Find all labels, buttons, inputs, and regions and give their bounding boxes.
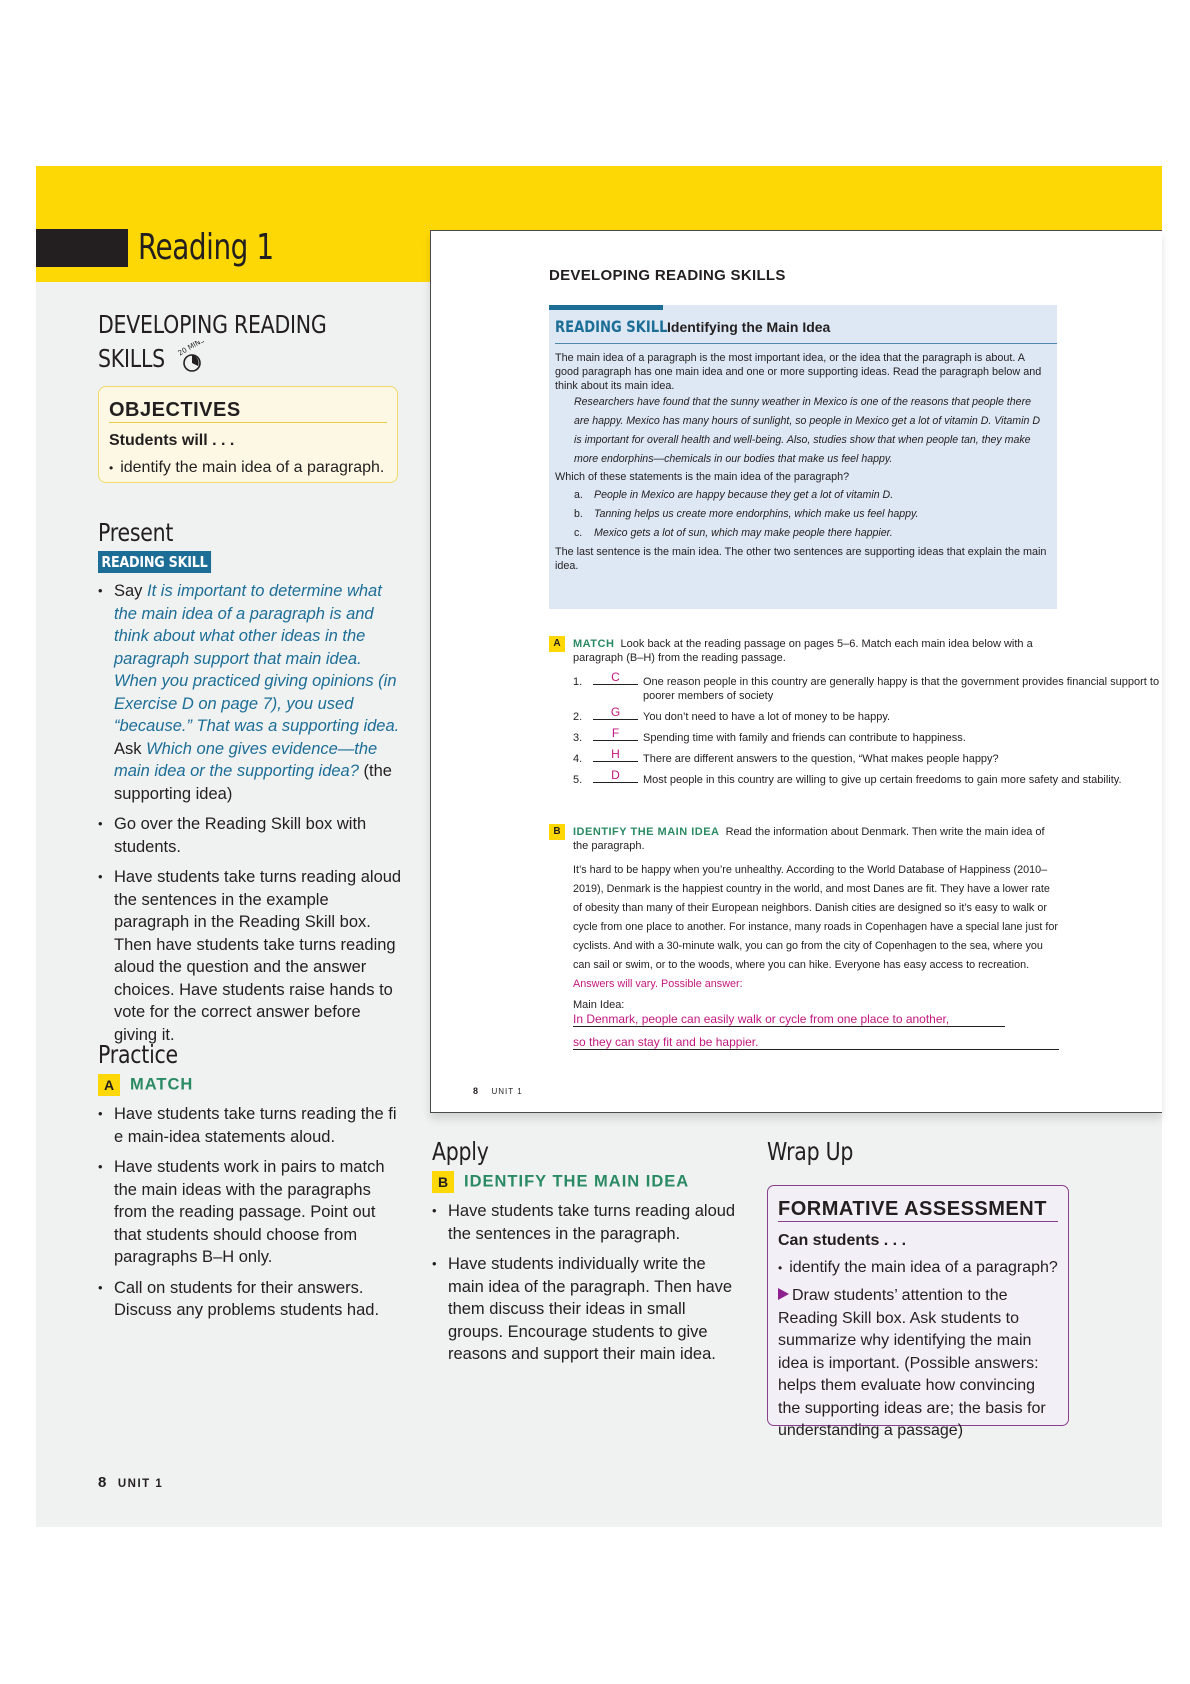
item-number: 2. xyxy=(573,711,583,723)
student-page-number xyxy=(473,1081,523,1099)
exercise-b xyxy=(549,825,1059,1050)
skill-option xyxy=(555,524,1049,543)
match-item xyxy=(573,670,1162,703)
answer-blank[interactable]: H xyxy=(593,747,638,762)
option-text: Tanning helps us create more endorphins, which make us feel happy. xyxy=(594,508,919,520)
reading-skill-badge: READING SKILL xyxy=(98,551,211,573)
objectives-box xyxy=(98,386,398,483)
apply-bullet: • Have students individually write the main idea of the paragraph. Then have them discuss their ideas in small groups. Encourage students to give reasons and support their main idea. xyxy=(432,1253,742,1366)
exercise-b-letter: B xyxy=(549,824,565,840)
option-text: People in Mexico are happy because they get a lot of vitamin D. xyxy=(594,489,894,501)
present-bullet: • Go over the Reading Skill box with students. xyxy=(98,813,404,858)
skill-box-label: READING SKILL xyxy=(555,317,668,336)
practice-title: Practice xyxy=(98,1040,178,1069)
title-bar-block xyxy=(36,229,128,267)
option-letter: c. xyxy=(574,527,583,539)
match-item xyxy=(573,726,1162,745)
assessment-body-text: Draw students’ attention to the Reading Skill box. Ask students to summarize why identifying the main idea is important. (Possible answers: helps them evaluate how convincing the supporting ideas are; the basis for understanding a passage) xyxy=(778,1287,1046,1439)
answer-blank[interactable]: F xyxy=(593,726,638,741)
item-number: 5. xyxy=(573,774,583,786)
skill-example-paragraph: Researchers have found that the sunny weather in Mexico is one of the reasons that people there are happy. Mexico has many hours of sunlight, so people in Mexico get a lot of vitamin D. Vitamin D is important for overall health and well-being. Also, studies show that when people tan, they make more endorphins—chemicals in our bodies that make us feel happy. xyxy=(574,396,1040,465)
option-text: Mexico gets a lot of sun, which may make people there happier. xyxy=(594,527,893,539)
item-number: 4. xyxy=(573,753,583,765)
activity-letter-badge: B xyxy=(432,1171,454,1193)
objective-text: identify the main idea of a paragraph. xyxy=(120,459,385,476)
student-book-page xyxy=(430,230,1162,1113)
exercise-a-title: MATCH xyxy=(573,638,615,650)
present-bullet xyxy=(98,580,404,805)
skill-conclusion: The last sentence is the main idea. The other two sentences are supporting ideas that explain the main idea. xyxy=(555,546,1047,572)
option-letter: b. xyxy=(574,508,583,520)
say-label: Say xyxy=(114,582,143,600)
skill-option xyxy=(555,505,1049,524)
skill-box-header xyxy=(555,317,1057,344)
match-item xyxy=(573,705,1162,724)
reading-skill-box xyxy=(549,305,1057,609)
practice-bullet: • Have students take turns reading the fi e main-idea statements aloud. xyxy=(98,1103,404,1148)
triangle-pointer-icon xyxy=(778,1288,789,1300)
skill-option xyxy=(555,486,1049,505)
item-text: There are different answers to the question, “What makes people happy? xyxy=(643,753,999,765)
practice-bullet: • Call on students for their answers. Discuss any problems students had. xyxy=(98,1277,404,1322)
section-title-line2: SKILLS xyxy=(98,343,165,373)
unit-title: Reading 1 xyxy=(138,227,274,268)
present-title: Present xyxy=(98,518,174,547)
wrap-up-title: Wrap Up xyxy=(767,1137,854,1166)
denmark-paragraph xyxy=(573,861,1059,994)
objective-item: • identify the main idea of a paragraph. xyxy=(109,459,385,476)
student-page-num: 8 xyxy=(473,1086,480,1096)
footer-unit: UNIT 1 xyxy=(117,1478,164,1490)
match-item xyxy=(573,768,1162,787)
main-idea-field xyxy=(573,998,1059,1027)
main-idea-answer-line1[interactable]: In Denmark, people can easily walk or cycle from one place to another, xyxy=(573,1012,1005,1027)
assessment-item-text: identify the main idea of a paragraph? xyxy=(789,1259,1058,1276)
footer-page-number: 8 xyxy=(98,1474,108,1491)
item-number: 3. xyxy=(573,732,583,744)
item-text: Spending time with family and friends can contribute to happiness. xyxy=(643,732,966,744)
item-text: One reason people in this country are generally happy is that the government provides financial support to poorer members of society xyxy=(643,676,1160,702)
wrap-up-section xyxy=(767,1135,872,1168)
activity-letter-badge: A xyxy=(98,1074,120,1096)
svg-text:20 MINS: 20 MINS xyxy=(176,341,206,358)
objectives-title: OBJECTIVES xyxy=(109,399,387,423)
practice-section xyxy=(98,1038,404,1330)
activity-title: MATCH xyxy=(130,1075,194,1094)
ask-label: Ask xyxy=(114,739,142,758)
apply-section xyxy=(432,1135,742,1374)
present-section xyxy=(98,516,404,1054)
skill-box-body xyxy=(555,351,1049,573)
exercise-b-instructions: Read the information about Denmark. Then write the main idea of the paragraph. xyxy=(573,826,1045,852)
answer-blank[interactable]: G xyxy=(593,705,638,720)
stopwatch-icon xyxy=(174,341,214,375)
exercise-b-title: IDENTIFY THE MAIN IDEA xyxy=(573,826,720,838)
answer-note: Answers will vary. Possible answer: xyxy=(573,978,743,990)
assessment-subtitle: Can students . . . xyxy=(778,1232,907,1249)
exercise-a-instructions: Look back at the reading passage on pages 5–6. Match each main idea below with a paragraph (B–H) from the reading passage. xyxy=(573,638,1033,664)
option-letter: a. xyxy=(574,489,583,501)
skill-intro: The main idea of a paragraph is the most important idea, or the idea that the paragraph is about. A good paragraph has one main idea and one or more supporting ideas. Read the paragraph below and think about its main idea. xyxy=(555,352,1042,392)
assessment-item: • identify the main idea of a paragraph? xyxy=(778,1259,1058,1276)
main-idea-field-continued xyxy=(573,1035,1059,1050)
objectives-subtitle: Students will . . . xyxy=(109,432,235,449)
apply-title: Apply xyxy=(432,1137,489,1166)
skill-box-accent-bar xyxy=(549,305,663,310)
formative-assessment-box xyxy=(767,1185,1069,1439)
main-idea-answer-line2[interactable]: so they can stay fit and be happier. xyxy=(573,1035,1059,1050)
skill-question: Which of these statements is the main idea of the paragraph? xyxy=(555,471,850,483)
answer-text: (the supporting idea) xyxy=(114,762,392,803)
page-footer xyxy=(98,1474,163,1491)
present-bullet: • Have students take turns reading aloud the sentences in the example paragraph in the Reading Skill box. Then have students take turns reading aloud the question and the answer choices. Have students raise hands to vote for the correct answer before giving it. xyxy=(98,866,404,1046)
section-title xyxy=(98,308,398,375)
student-page-unit: UNIT 1 xyxy=(491,1087,523,1096)
assessment-body xyxy=(778,1285,1060,1443)
exercise-a xyxy=(549,637,1162,787)
say-text: It is important to determine what the main idea of a paragraph is and think about what other ideas in the paragraph support that main idea. When you practiced giving opinions (in Exercise D on page 7), you used “because.” That was a supporting idea. xyxy=(114,582,400,735)
assessment-title: FORMATIVE ASSESSMENT xyxy=(778,1197,1058,1222)
item-text: You don’t need to have a lot of money to be happy. xyxy=(643,711,891,723)
item-number: 1. xyxy=(573,676,583,688)
ask-text: Which one gives evidence—the main idea or the supporting idea? xyxy=(114,739,378,780)
item-text: Most people in this country are willing to give up certain freedoms to gain more safety and stability. xyxy=(643,774,1122,786)
main-idea-label: Main Idea: xyxy=(573,999,625,1011)
student-page-heading: DEVELOPING READING SKILLS xyxy=(549,267,786,284)
apply-bullet: • Have students take turns reading aloud the sentences in the paragraph. xyxy=(432,1200,742,1245)
paragraph-text: It’s hard to be happy when you’re unhealthy. According to the World Database of Happiness (2010–2019), Denmark is the happiest country in the world, and most Danes are fit. They have a lower rate of obesity than many of their European neighbors. Danish cities are designed so it’s easy to walk or cycle from one place to another. For instance, many roads in Copenhagen have a special lane just for cyclists. And with a 30-minute walk, you can go from the city of Copenhagen to the sea, where you can sail or swim, or to the woods, where you can hike. Everyone has easy access to recreation. xyxy=(573,864,1058,971)
exercise-a-letter: A xyxy=(549,636,565,652)
answer-blank[interactable]: C xyxy=(593,670,638,685)
section-title-line1: DEVELOPING READING xyxy=(98,310,327,339)
activity-title: IDENTIFY THE MAIN IDEA xyxy=(464,1172,690,1191)
practice-bullet: • Have students work in pairs to match the main ideas with the paragraphs from the reading passage. Point out that students should choose from paragraphs B–H only. xyxy=(98,1156,404,1269)
skill-box-title: Identifying the Main Idea xyxy=(667,319,831,335)
answer-blank[interactable]: D xyxy=(593,768,638,783)
match-item xyxy=(573,747,1162,766)
